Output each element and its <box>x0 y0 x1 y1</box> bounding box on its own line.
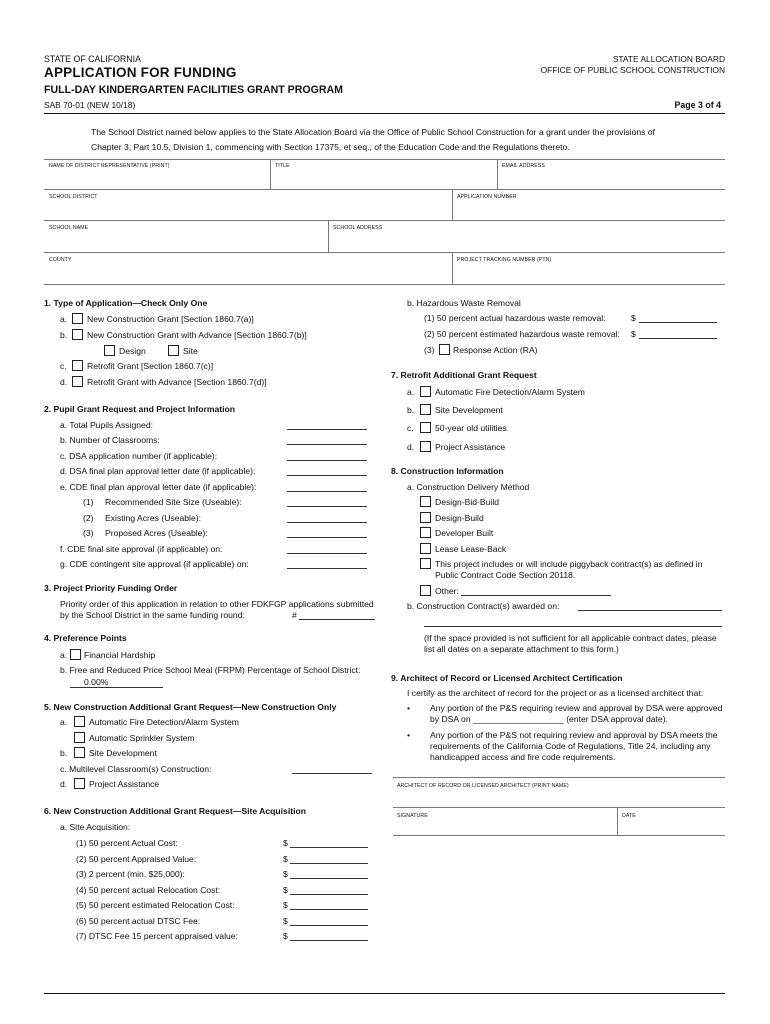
school-district-field[interactable]: SCHOOL DISTRICT <box>49 194 98 200</box>
site-acquisition-amount-input[interactable] <box>290 894 368 895</box>
nc-site-development-label: Site Development <box>89 748 157 758</box>
nc-sprinkler-checkbox[interactable] <box>74 732 85 743</box>
intro-line-2: Chapter 3, Part 10.5, Division 1, commencing with Section 17375, et seq., of the Education Code and the Regulations thereto. <box>91 142 570 152</box>
title-field[interactable]: TITLE <box>275 163 290 169</box>
site-acquisition-item-label: (6) 50 percent actual DTSC Fee: <box>76 916 201 926</box>
site-acquisition-label: a. Site Acquisition: <box>60 822 131 832</box>
priority-hash: # <box>292 610 297 620</box>
cde-approval-date-label: e. CDE final plan approval letter date (if applicable): <box>60 482 257 492</box>
hazardous-waste-heading: b. Hazardous Waste Removal <box>407 298 521 308</box>
section-4-heading: 4. Preference Points <box>44 633 127 643</box>
rf-site-development-label: Site Development <box>435 405 503 415</box>
grid-line <box>44 189 725 190</box>
classrooms-input[interactable] <box>287 444 367 445</box>
existing-acres-label: Existing Acres (Useable): <box>105 513 201 523</box>
dsa-app-number-label: c. DSA application number (if applicable): <box>60 451 218 461</box>
agency-line-1: STATE ALLOCATION BOARD <box>612 54 725 64</box>
classrooms-label: b. Number of Classrooms: <box>60 435 160 445</box>
county-field[interactable]: COUNTY <box>49 257 72 263</box>
rf-fire-alarm-label: Automatic Fire Detection/Alarm System <box>435 387 585 397</box>
s1-a-label: New Construction Grant [Section 1860.7(a)] <box>87 314 254 324</box>
developer-built-checkbox[interactable] <box>420 527 431 538</box>
piggyback-checkbox[interactable] <box>420 558 431 569</box>
site-acquisition-item-label: (2) 50 percent Appraised Value: <box>76 854 197 864</box>
design-build-checkbox[interactable] <box>420 512 431 523</box>
s1-d-letter: d. <box>60 377 68 387</box>
frpm-value[interactable]: 0.00% <box>84 677 109 687</box>
hw-estimated-dollar: $ <box>631 329 636 339</box>
s7-d-letter: d. <box>407 442 415 452</box>
site-acquisition-item-label: (5) 50 percent estimated Relocation Cost: <box>76 900 235 910</box>
contract-note-1: (If the space provided is not sufficient for all applicable contract dates, please <box>424 633 717 643</box>
rf-project-assistance-label: Project Assistance <box>435 442 506 452</box>
header-rule <box>44 113 725 114</box>
piggyback-label-1: This project includes or will include piggyback contract(s) as defined in <box>435 559 703 569</box>
section-9-heading: 9. Architect of Record or Licensed Architect Certification <box>391 673 623 683</box>
priority-order-input[interactable] <box>299 619 375 620</box>
ptn-field[interactable]: PROJECT TRACKING NUMBER (PTN) <box>457 257 552 263</box>
ra-number: (3) <box>424 345 435 355</box>
dsa-approval-line-1: Any portion of the P&S requiring review and approval by DSA were approved <box>430 703 723 713</box>
retrofit-advance-checkbox[interactable] <box>72 376 83 387</box>
s7-c-letter: c. <box>407 423 414 433</box>
form-title: APPLICATION FOR FUNDING <box>44 65 237 80</box>
dsa-approval-date-input[interactable] <box>287 475 367 476</box>
rf-fire-alarm-checkbox[interactable] <box>420 386 431 397</box>
dollar-sign: $ <box>283 931 288 941</box>
rf-site-development-checkbox[interactable] <box>420 404 431 415</box>
site-acquisition-amount-input[interactable] <box>290 847 368 848</box>
other-method-label: Other: <box>435 586 459 596</box>
new-construction-advance-checkbox[interactable] <box>72 329 83 340</box>
site-acquisition-amount-input[interactable] <box>290 863 368 864</box>
nc-project-assistance-label: Project Assistance <box>89 779 160 789</box>
site-acquisition-item-label: (1) 50 percent Actual Cost: <box>76 838 178 848</box>
financial-hardship-checkbox[interactable] <box>70 649 81 660</box>
existing-acres-input[interactable] <box>287 522 367 523</box>
s7-b-letter: b. <box>407 405 415 415</box>
application-number-field[interactable]: APPLICATION NUMBER <box>457 194 517 200</box>
dsa-approval-date-label: d. DSA final plan approval letter date (if applicable): <box>60 466 256 476</box>
signature-field[interactable]: SIGNATURE <box>397 813 428 819</box>
bullet-1: • <box>407 703 411 713</box>
e1-number: (1) <box>83 497 94 507</box>
dollar-sign: $ <box>283 900 288 910</box>
school-name-field[interactable]: SCHOOL NAME <box>49 225 89 231</box>
rf-project-assistance-checkbox[interactable] <box>420 441 431 452</box>
s1-b-label: New Construction Grant with Advance [Section 1860.7(b)] <box>87 330 307 340</box>
site-acquisition-item-label: (4) 50 percent actual Relocation Cost: <box>76 885 221 895</box>
site-checkbox[interactable] <box>168 345 179 356</box>
dollar-sign: $ <box>283 885 288 895</box>
financial-hardship-label: Financial Hardship <box>84 650 156 660</box>
footer-rule <box>44 993 725 994</box>
code-req-line-1: Any portion of the P&S not requiring review and approval by DSA meets the <box>430 730 718 740</box>
section-5-heading: 5. New Construction Additional Grant Request—New Construction Only <box>44 702 337 712</box>
grid-line <box>44 159 725 160</box>
cde-contingent-input[interactable] <box>287 568 367 569</box>
lease-leaseback-label: Lease Lease-Back <box>435 544 507 554</box>
dollar-sign: $ <box>283 916 288 926</box>
total-pupils-label: a. Total Pupils Assigned: <box>60 420 153 430</box>
hw-actual-input[interactable] <box>639 322 717 323</box>
agency-line-2: OFFICE OF PUBLIC SCHOOL CONSTRUCTION <box>540 65 725 75</box>
grid-line <box>452 252 453 284</box>
email-field[interactable]: EMAIL ADDRESS <box>502 163 545 169</box>
grid-line <box>452 189 453 220</box>
grid-line <box>44 220 725 221</box>
cde-site-approval-input[interactable] <box>287 553 367 554</box>
retrofit-checkbox[interactable] <box>72 360 83 371</box>
contract-awarded-input-2[interactable] <box>424 626 722 627</box>
developer-built-label: Developer Built <box>435 528 494 538</box>
section-8-heading: 8. Construction Information <box>391 466 504 476</box>
design-bid-build-checkbox[interactable] <box>420 496 431 507</box>
dollar-sign: $ <box>283 838 288 848</box>
site-acquisition-amount-input[interactable] <box>290 925 368 926</box>
cde-contingent-label: g. CDE contingent site approval (if applicable) on: <box>60 559 249 569</box>
response-action-label: Response Action (RA) <box>453 345 538 355</box>
rf-utilities-checkbox[interactable] <box>420 422 431 433</box>
dollar-sign: $ <box>283 869 288 879</box>
proposed-acres-input[interactable] <box>287 537 367 538</box>
certification-text: I certify as the architect of record for the project or as a licensed architect that: <box>407 688 704 698</box>
grid-line <box>270 159 271 189</box>
section-3-heading: 3. Project Priority Funding Order <box>44 583 178 593</box>
hw-actual-dollar: $ <box>631 313 636 323</box>
site-size-input[interactable] <box>287 506 367 507</box>
signature-divider <box>617 807 618 835</box>
design-checkbox[interactable] <box>104 345 115 356</box>
nc-fire-alarm-checkbox[interactable] <box>74 716 85 727</box>
s1-c-letter: c. <box>60 361 67 371</box>
s4-a-letter: a. <box>60 650 68 660</box>
other-method-checkbox[interactable] <box>420 585 431 596</box>
site-acquisition-item-label: (3) 2 percent (min. $25,000): <box>76 869 185 879</box>
section-1-heading: 1. Type of Application—Check Only One <box>44 298 208 308</box>
e3-number: (3) <box>83 528 94 538</box>
site-acquisition-item-label: (7) DTSC Fee 15 percent appraised value: <box>76 931 238 941</box>
s1-d-label: Retrofit Grant with Advance [Section 1860.7(d)] <box>87 377 267 387</box>
hw-estimated-label: (2) 50 percent estimated hazardous waste removal: <box>424 329 620 339</box>
rf-utilities-label: 50-year old utilities <box>435 423 507 433</box>
code-req-line-3: handicapped access and fire code requirements. <box>430 752 616 762</box>
cde-site-approval-label: f. CDE final site approval (if applicable) on: <box>60 544 223 554</box>
grid-line <box>328 220 329 252</box>
piggyback-label-2: Public Contract Code Section 20118. <box>435 570 576 580</box>
site-label: Site <box>183 346 198 356</box>
cde-approval-date-input[interactable] <box>287 491 367 492</box>
s1-a-letter: a. <box>60 314 68 324</box>
contract-awarded-input[interactable] <box>578 610 722 611</box>
multilevel-input[interactable] <box>292 773 372 774</box>
dollar-sign: $ <box>283 854 288 864</box>
new-construction-checkbox[interactable] <box>72 313 83 324</box>
signature-rule <box>393 807 725 808</box>
total-pupils-input[interactable] <box>287 429 367 430</box>
site-size-label: Recommended Site Size (Useable): <box>105 497 242 507</box>
intro-line-1: The School District named below applies to the State Allocation Board via the Office of Public School Construction for a grant under the provisions of <box>91 127 655 137</box>
date-field[interactable]: DATE <box>622 813 636 819</box>
form-number: SAB 70-01 (NEW 10/18) <box>44 100 136 110</box>
s1-c-label: Retrofit Grant [Section 1860.7(c)] <box>87 361 214 371</box>
delivery-method-label: a. Construction Delivery Method <box>407 482 530 492</box>
grid-line <box>44 252 725 253</box>
other-method-input[interactable] <box>461 595 611 596</box>
design-label: Design <box>119 346 146 356</box>
contract-awarded-label: b. Construction Contract(s) awarded on: <box>407 601 560 611</box>
multilevel-label: c. Multilevel Classroom(s) Construction: <box>60 764 212 774</box>
s5-a-letter: a. <box>60 717 68 727</box>
frpm-label: b. Free and Reduced Price School Meal (FRPM) Percentage of School District: <box>60 665 361 675</box>
nc-project-assistance-checkbox[interactable] <box>74 778 85 789</box>
nc-fire-alarm-label: Automatic Fire Detection/Alarm System <box>89 717 239 727</box>
section-7-heading: 7. Retrofit Additional Grant Request <box>391 370 537 380</box>
s5-d-letter: d. <box>60 779 68 789</box>
hw-estimated-input[interactable] <box>639 338 717 339</box>
code-req-line-2: requirements of the California Code of Regulations, Title 24, including any <box>430 741 711 751</box>
proposed-acres-label: Proposed Acres (Useable): <box>105 528 208 538</box>
site-acquisition-amount-input[interactable] <box>290 940 368 941</box>
section-6-heading: 6. New Construction Additional Grant Request—Site Acquisition <box>44 806 306 816</box>
nc-site-development-checkbox[interactable] <box>74 747 85 758</box>
contract-note-2: list all dates on a separate attachment to this form.) <box>424 644 619 654</box>
school-address-field[interactable]: SCHOOL ADDRESS <box>333 225 383 231</box>
section-2-heading: 2. Pupil Grant Request and Project Information <box>44 404 235 414</box>
priority-line-2: by the School District in the same funding round: <box>60 610 245 620</box>
state-label: STATE OF CALIFORNIA <box>44 54 141 64</box>
bullet-2: • <box>407 730 411 740</box>
page-number: Page 3 of 4 <box>674 100 721 110</box>
signature-bottom-rule <box>393 835 725 836</box>
nc-sprinkler-label: Automatic Sprinkler System <box>89 733 195 743</box>
grid-line <box>44 284 725 285</box>
s7-a-letter: a. <box>407 387 415 397</box>
grid-line <box>497 159 498 189</box>
priority-line-1: Priority order of this application in relation to other FDKFGP applications submitted <box>60 599 374 609</box>
frpm-underline <box>70 687 163 688</box>
hw-actual-label: (1) 50 percent actual hazardous waste removal: <box>424 313 606 323</box>
e2-number: (2) <box>83 513 94 523</box>
arch-name-rule <box>393 777 725 778</box>
response-action-checkbox[interactable] <box>439 344 450 355</box>
architect-name-field[interactable]: ARCHITECT OF RECORD OR LICENSED ARCHITECT (PRINT NAME) <box>397 783 569 789</box>
lease-leaseback-checkbox[interactable] <box>420 543 431 554</box>
rep-name-field[interactable]: NAME OF DISTRICT REPRESENTATIVE (PRINT) <box>49 163 170 169</box>
site-acquisition-amount-input[interactable] <box>290 878 368 879</box>
design-build-label: Design-Build <box>435 513 484 523</box>
s5-b-letter: b. <box>60 748 68 758</box>
dsa-approval-line-2: by DSA on ___________________ (enter DSA approval date). <box>430 714 668 724</box>
s1-b-letter: b. <box>60 330 68 340</box>
design-bid-build-label: Design-Bid-Build <box>435 497 500 507</box>
form-subtitle: FULL-DAY KINDERGARTEN FACILITIES GRANT PROGRAM <box>44 84 343 96</box>
dsa-app-number-input[interactable] <box>287 460 367 461</box>
site-acquisition-amount-input[interactable] <box>290 909 368 910</box>
